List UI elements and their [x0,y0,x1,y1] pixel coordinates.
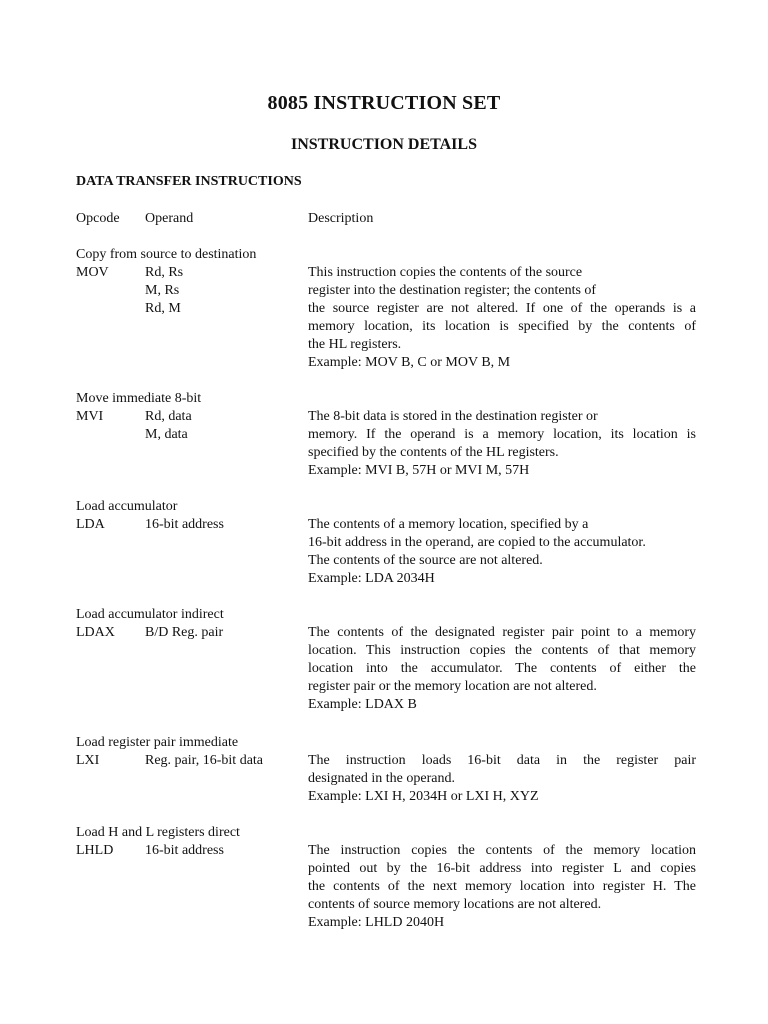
operand: Rd, data [145,409,192,424]
description-line: register pair or the memory location are not altered. [308,679,597,694]
description [308,842,696,932]
group-caption: Copy from source to destination [76,247,257,262]
group-caption: Load H and L registers direct [76,825,240,840]
description-line: location into the accumulator. The contents of either the [308,661,696,676]
opcode: LXI [76,753,100,768]
header-operand: Operand [145,211,194,226]
description-line: The instruction loads 16-bit data in the register pair [308,753,696,768]
description [308,408,696,480]
operand: Rd, M [145,301,181,316]
opcode: MOV [76,265,109,280]
description-line: register into the destination register; the contents of [308,283,597,298]
description-line: memory location, its location is specified by the contents of [308,319,696,334]
description-line: 16-bit address in the operand, are copied to the accumulator. [308,535,646,550]
header-opcode: Opcode [76,211,120,226]
opcode: LDA [76,517,105,532]
description [308,516,696,588]
page-subtitle: INSTRUCTION DETAILS [291,136,477,153]
page-title: 8085 INSTRUCTION SET [267,92,501,114]
description-line: the contents of the next memory location into register H. The [308,879,696,894]
description-line: The 8-bit data is stored in the destination register or [308,409,598,424]
description-line: The contents of a memory location, specified by a [308,517,589,532]
description-line: location. This instruction copies the contents of that memory [308,643,696,658]
description-line: the HL registers. [308,337,402,352]
group-caption: Move immediate 8-bit [76,391,202,406]
section-heading: DATA TRANSFER INSTRUCTIONS [76,174,302,189]
description-line: memory. If the operand is a memory location, its location is [308,427,696,442]
header-description: Description [308,211,374,226]
description-line: contents of source memory locations are not altered. [308,897,602,912]
operand: Reg. pair, 16-bit data [145,753,264,768]
operand: M, data [145,427,188,442]
group-caption: Load accumulator indirect [76,607,224,622]
description-line: The instruction copies the contents of the memory location [308,843,696,858]
description-line: specified by the contents of the HL registers. [308,445,559,460]
operand: M, Rs [145,283,180,298]
description [308,624,696,714]
example-line: Example: LDAX B [308,697,417,712]
description-line: pointed out by the 16-bit address into register L and copies [308,861,696,876]
group-caption: Load accumulator [76,499,178,514]
operand: B/D Reg. pair [145,625,224,640]
operand: Rd, Rs [145,265,184,280]
description [308,752,696,806]
opcode: LHLD [76,843,114,858]
description-line: The contents of the source are not altered. [308,553,543,568]
example-line: Example: LXI H, 2034H or LXI H, XYZ [308,789,539,804]
operand: 16-bit address [145,843,224,858]
example-line: Example: MOV B, C or MOV B, M [308,355,511,370]
opcode: LDAX [76,625,115,640]
group-caption: Load register pair immediate [76,735,239,750]
example-line: Example: MVI B, 57H or MVI M, 57H [308,463,530,478]
example-line: Example: LHLD 2040H [308,915,445,930]
description [308,264,696,372]
description-line: designated in the operand. [308,771,455,786]
example-line: Example: LDA 2034H [308,571,435,586]
opcode: MVI [76,409,104,424]
operand: 16-bit address [145,517,224,532]
description-line: This instruction copies the contents of the source [308,265,583,280]
description-line: The contents of the designated register pair point to a memory [308,625,696,640]
description-line: the source register are not altered. If one of the operands is a [308,301,696,316]
